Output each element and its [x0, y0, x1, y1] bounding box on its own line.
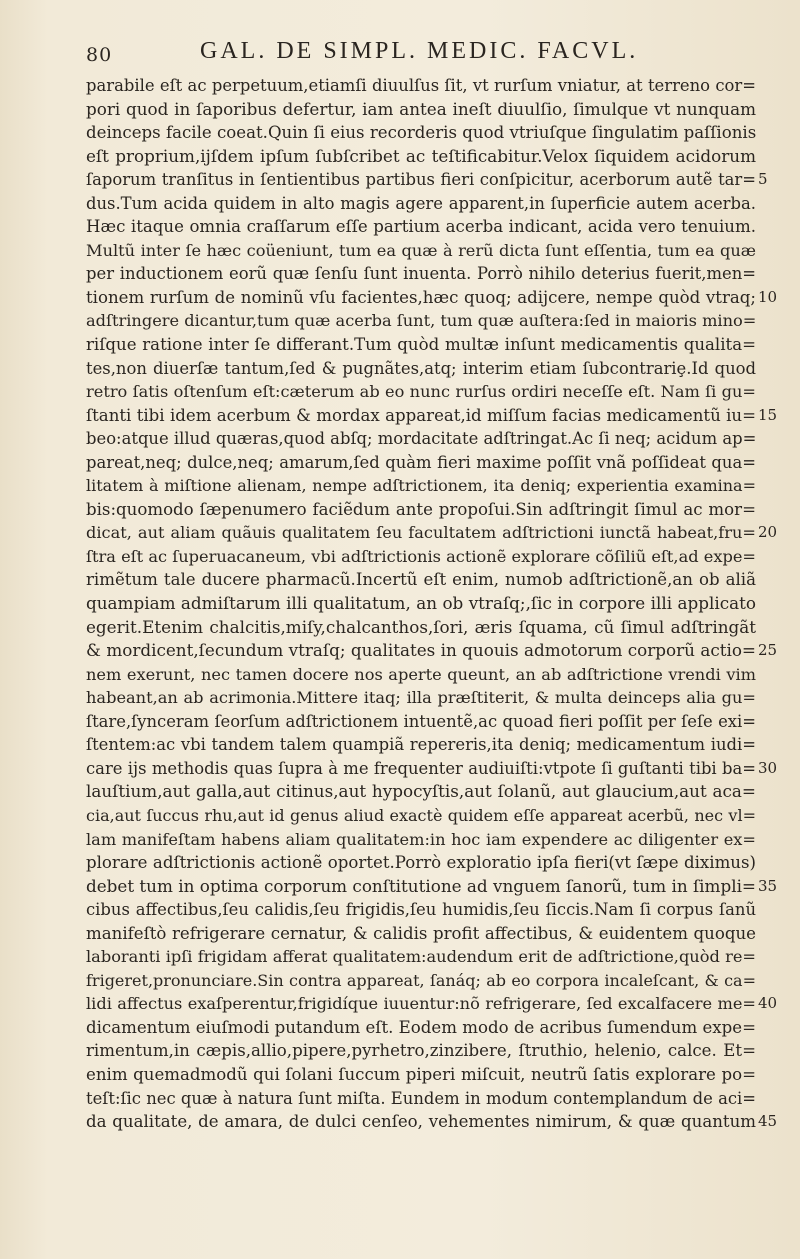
margin-line-number: 10	[758, 287, 778, 306]
page-number: 80	[86, 44, 113, 66]
text-line: parabile eſt ac perpetuum,etiamſi diuulſus ſit, vt rurſum vniatur, at terreno cor=	[86, 76, 756, 95]
text-line: ſtanti tibi idem acerbum & mordax appareat,id miſſum facias medicamentũ iu=	[86, 405, 756, 425]
text-line: rimẽtum tale ducere pharmacũ.Incertũ eſt enim, numob adſtrictionẽ,an ob aliã	[86, 570, 756, 590]
text-line: debet tum in optima corporum conſtitutione ad vnguem ſanorũ, tum in ſimpli=	[86, 875, 756, 896]
text-line: pori quod in ſaporibus defertur, iam antea ineſt diuulſio, ſimulque vt nunquam	[86, 98, 756, 119]
text-line: ſtare,ſynceram ſeorſum adſtrictionem intuentẽ,ac quoad fieri poſſit per ſeſe exi=	[86, 711, 756, 731]
text-line: rimentum,in cæpis,allio,pipere,pyrhetro,zinzibere, ſtruthio, helenio, calce. Et=	[86, 1041, 756, 1061]
text-line: Hæc itaque omnia craſſarum eſſe partium acerba indicant, acida vero tenuium.	[86, 217, 756, 237]
text-line: manifeſtò refrigerare cernatur, & calidis profit affectibus, & euidentem quoque	[86, 923, 756, 943]
text-line: lam manifeſtam habens aliam qualitatem:in hoc iam expendere ac diligenter ex=	[86, 829, 756, 849]
margin-line-number: 5	[758, 170, 768, 189]
text-line: frigeret,pronunciare.Sin contra appareat, ſanáq; ab eo corpora incaleſcant, & ca=	[86, 970, 756, 990]
text-line: teſt:ſic nec quæ à natura ſunt miſta. Eundem in modum contemplandum de aci=	[86, 1088, 756, 1108]
text-line: litatem à miſtione alienam, nempe adſtrictionem, ita deniq; experientia examina=	[86, 476, 756, 496]
text-line: adſtringere dicantur,tum quæ acerba ſunt, tum quæ auſtera:ſed in maioris mino=	[86, 311, 756, 331]
text-line: tionem rurſum de nominũ vſu facientes,hæc quoq; adijcere, nempe quòd vtraq;	[86, 287, 756, 307]
text-line: enim quemadmodũ qui ſolani ſuccum piperi miſcuit, neutrũ ſatis explorare po=	[86, 1064, 756, 1084]
margin-line-number: 15	[758, 405, 778, 424]
margin-line-number: 40	[758, 994, 778, 1013]
text-line: lidi affectus exaſperentur,frigidíque iuuentur:nõ refrigerare, ſed excalfacere me=	[86, 994, 756, 1014]
text-line: & mordicent,ſecundum vtraſq; qualitates in quouis admotorum corporũ actio=	[86, 640, 756, 661]
text-line: deinceps facile coeat.Quin ſi eius recorderis quod vtriuſque ſingulatim paſſionis	[86, 123, 756, 143]
margin-line-number: 20	[758, 523, 778, 542]
text-line: riſque ratione inter ſe differant.Tum quòd multæ inſunt medicamentis qualita=	[86, 335, 756, 355]
text-line: dus.Tum acida quidem in alto magis agere apparent,in ſuperficie autem acerba.	[86, 193, 756, 213]
text-line: cibus affectibus,ſeu calidis,ſeu frigidis,ſeu humidis,ſeu ſiccis.Nam ſi corpus ſanũ	[86, 900, 756, 920]
text-line: care ijs methodis quas ſupra à me frequenter audiuiſti:vtpote ſi guſtanti tibi ba=	[86, 758, 756, 778]
text-line: per inductionem eorũ quæ ſenſu ſunt inuenta. Porrò nihilo deterius fuerit,men=	[86, 264, 756, 284]
text-line: retro ſatis oſtenſum eſt:cæterum ab eo nunc rurſus ordiri neceſſe eſt. Nam ſi gu=	[86, 382, 756, 402]
text-line: eſt proprium,ijſdem ipſum ſubſcribet ac teſtificabitur.Velox ſiquidem acidorum	[86, 145, 756, 166]
text-line: ſaporum tranſitus in ſentientibus partibus fieri conſpicitur, acerborum autẽ tar=	[86, 170, 756, 190]
text-line: tes,non diuerſæ tantum,ſed & pugnãtes,atq; interim etiam ſubcontrariȩ.Id quod	[86, 358, 756, 378]
text-line: dicat, aut aliam quãuis qualitatem ſeu facultatem adſtrictioni iunctã habeat,fru=	[86, 523, 756, 543]
text-line: nem exerunt, nec tamen docere nos aperte queunt, an ab adſtrictione vrendi vim	[86, 664, 756, 684]
text-line: ſtra eſt ac ſuperuacaneum, vbi adſtrictionis actionẽ explorare cõſiliũ eſt,ad expe=	[86, 546, 756, 566]
running-head: GAL. DE SIMPL. MEDIC. FACVL.	[200, 38, 639, 64]
text-line: bis:quomodo ſæpenumero faciẽdum ante propoſui.Sin adſtringit ſimul ac mor=	[86, 499, 756, 519]
text-line: Multũ inter ſe hæc coüeniunt, tum ea quæ à rerũ dicta ſunt eſſentia, tum ea quæ	[86, 240, 756, 260]
margin-line-number: 30	[758, 758, 778, 777]
margin-line-number: 45	[758, 1112, 778, 1131]
text-line: quampiam admiſtarum illi qualitatum, an ob vtraſq;,ſic in corpore illi applicato	[86, 593, 756, 614]
text-line: ſtentem:ac vbi tandem talem quampiã repereris,ita deniq; medicamentum iudi=	[86, 735, 756, 755]
text-line: pareat,neq; dulce,neq; amarum,ſed quàm fieri maxime poſſit vnã poſſideat qua=	[86, 452, 756, 472]
margin-line-number: 35	[758, 876, 778, 895]
text-line: beo:atque illud quæras,quod abſq; mordacitate adſtringat.Ac ſi neq; acidum ap=	[86, 429, 756, 449]
text-line: egerit.Etenim chalcitis,miſy,chalcanthos,ſori, æris ſquama, cũ ſimul adſtringãt	[86, 616, 756, 637]
text-line: dicamentum eiuſmodi putandum eſt. Eodem modo de acribus ſumendum expe=	[86, 1017, 756, 1037]
text-line: lauſtium,aut galla,aut citinus,aut hypocyſtis,aut ſolanũ, aut glaucium,aut aca=	[86, 781, 756, 802]
text-line: da qualitate, de amara, de dulci cenſeo, vehementes nimirum, & quæ quantum	[86, 1112, 756, 1132]
text-line: cia,aut ſuccus rhu,aut id genus aliud exactè quidem eſſe appareat acerbũ, nec vl=	[86, 805, 756, 825]
text-line: habeant,an ab acrimonia.Mittere itaq; illa præſtiterit, & multa deinceps alia gu=	[86, 688, 756, 708]
text-line: plorare adſtrictionis actionẽ oportet.Porrò exploratio ipſa fieri(vt ſæpe diximus)	[86, 853, 756, 873]
body-text	[86, 74, 756, 1134]
margin-line-number: 25	[758, 641, 778, 660]
text-line: laboranti ipſi frigidam afferat qualitatem:audendum erit de adſtrictione,quòd re=	[86, 947, 756, 967]
